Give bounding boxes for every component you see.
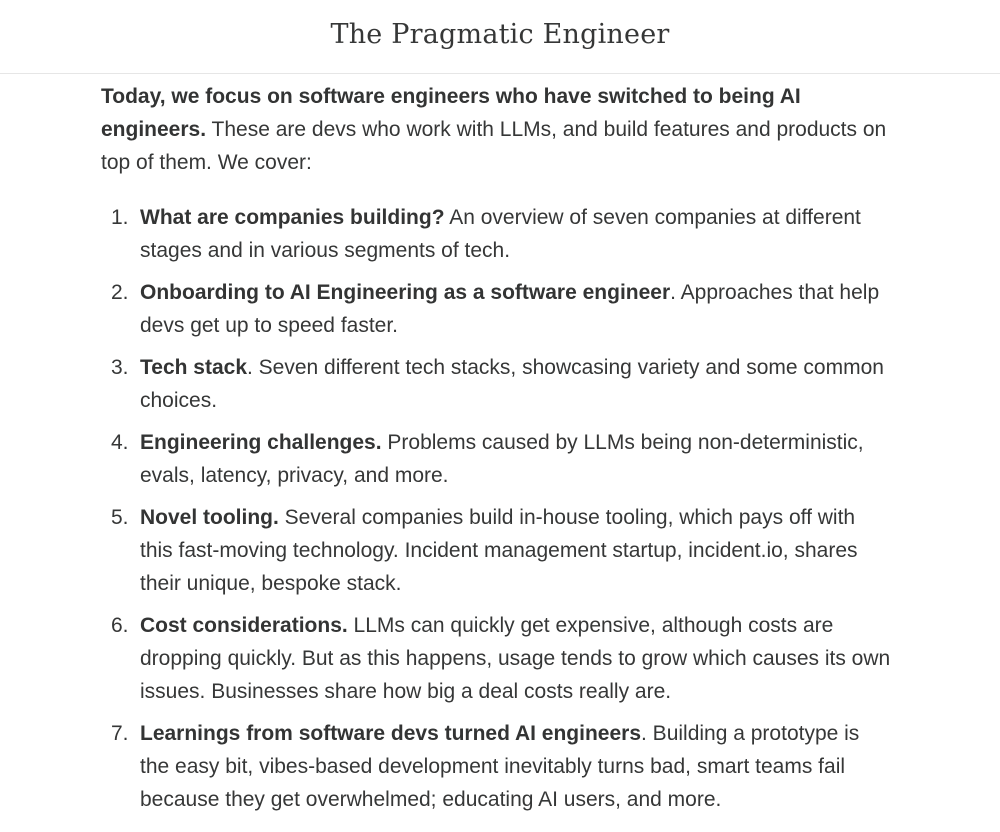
list-item-text: LLMs can quickly get expensive, although costs are dropping quickly. But as this happens, usage tends to grow which causes its own issues. Businesses share how big a deal costs really are. <box>140 614 891 703</box>
list-number: 2. <box>111 281 129 304</box>
list-item <box>101 351 891 417</box>
list-item-title: Learnings from software devs turned AI engineers <box>140 722 642 745</box>
list-item <box>101 717 891 816</box>
list-item-title: Tech stack <box>140 356 247 379</box>
list-item <box>101 276 891 342</box>
topics-list <box>101 201 891 816</box>
list-number: 7. <box>111 722 129 745</box>
list-item-text: An overview of seven companies at different stages and in various segments of tech. <box>140 206 861 262</box>
intro-text: These are devs who work with LLMs, and build features and products on top of them. We cover: <box>101 118 887 174</box>
list-item-title: Cost considerations. <box>140 614 348 637</box>
publication-title[interactable]: The Pragmatic Engineer <box>330 19 670 50</box>
list-item-text: . Building a prototype is the easy bit, vibes-based development inevitably turns bad, smart teams fail because they get overwhelmed; educating AI users, and more. <box>140 722 860 811</box>
list-item <box>101 501 891 600</box>
list-item-text: Problems caused by LLMs being non-deterministic, evals, latency, privacy, and more. <box>140 431 864 487</box>
list-item-text: . Seven different tech stacks, showcasing variety and some common choices. <box>140 356 884 412</box>
publication-header <box>0 0 1000 74</box>
list-item-text: . Approaches that help devs get up to speed faster. <box>140 281 880 337</box>
article-body <box>101 80 891 825</box>
list-item <box>101 201 891 267</box>
list-item-title: Engineering challenges. <box>140 431 382 454</box>
intro-bold-text: Today, we focus on software engineers who have switched to being AI engineers. <box>101 85 801 141</box>
list-number: 1. <box>111 206 129 229</box>
intro-paragraph <box>101 80 891 179</box>
list-item-title: Onboarding to AI Engineering as a software engineer <box>140 281 671 304</box>
list-number: 4. <box>111 431 129 454</box>
list-number: 5. <box>111 506 129 529</box>
list-item <box>101 609 891 708</box>
list-item-title: What are companies building? <box>140 206 445 229</box>
list-item-title: Novel tooling. <box>140 506 279 529</box>
list-number: 3. <box>111 356 129 379</box>
list-item-text: Several companies build in-house tooling, which pays off with this fast-moving technology. Incident management startup, incident.io, shares their unique, bespoke stack. <box>140 506 858 595</box>
list-item <box>101 426 891 492</box>
list-number: 6. <box>111 614 129 637</box>
